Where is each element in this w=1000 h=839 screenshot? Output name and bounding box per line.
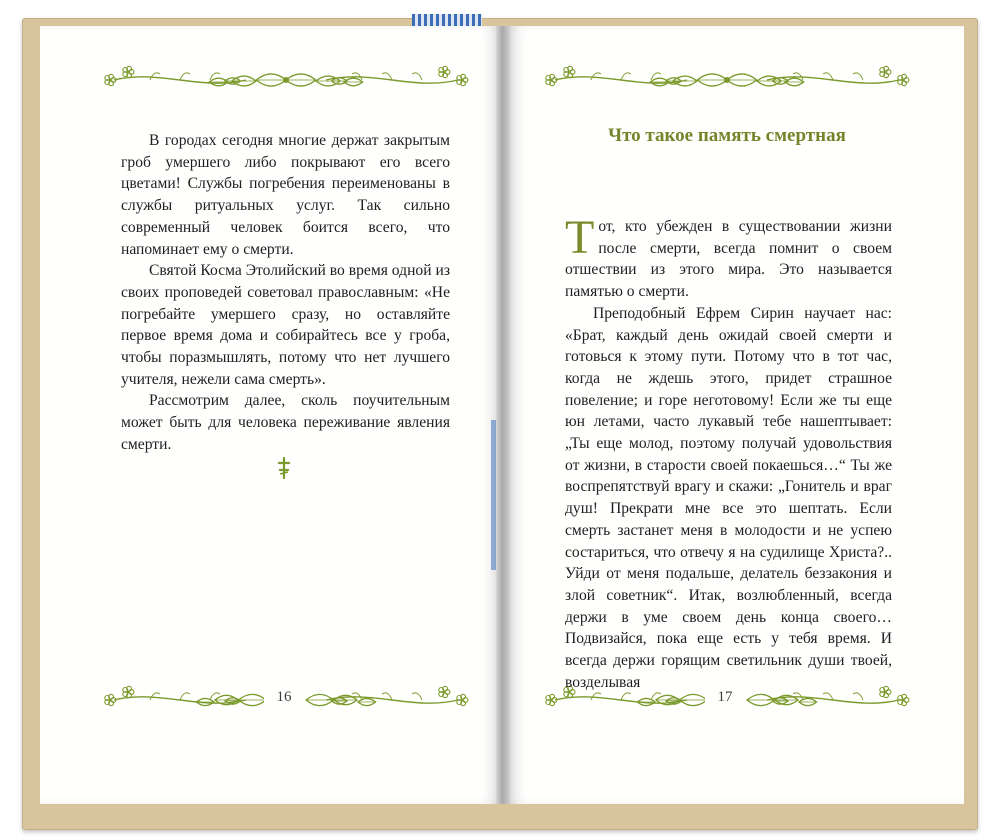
paragraph: Рассмотрим далее, сколь поучительным может быть для человека переживание явления смерти. — [121, 392, 450, 453]
blue-endpaper-edge — [491, 420, 496, 570]
page-number-right: 17 — [705, 689, 745, 706]
paragraph: Святой Косма Этолийский во время одной из своих проповедей советовал православным: «Не погребайте умершего сразу, но оставляйте первое время дома и собирайтесь все у гроба, чтобы поразмышлять, потому что нет лучшего учителя, нежели сама смерть». — [121, 262, 450, 388]
cross-icon — [276, 457, 292, 479]
paragraph: В городах сегодня многие держат закрытым гроб умершего либо покрывают его всего цветами! Службы погребения переименованы в службы ритуальных услуг. Так сильно современный человек боится всего, что напоминает ему о смерти. — [121, 132, 450, 258]
left-page-text — [121, 130, 450, 456]
right-page-text — [565, 211, 892, 693]
vine-ornament-icon — [541, 65, 913, 95]
chapter-title: Что такое память смертная — [608, 125, 846, 146]
page-number-left: 16 — [264, 689, 304, 706]
paragraph: Преподобный Ефрем Сирин научает нас: «Брат, каждый день ожидай своей смерти и готовься к этому пути. Потому что в тот час, когда не ждешь этого, придет страшное повеление; и горе неготовому! Если же ты еще юн летами, часто лукавый тебе нашептывает: „Ты еще молод, поэтому получай удовольствия от жизни, в старости своей покаешься…“ Ты же воспрепятствуй врагу и скажи: „Гонитель и враг душ! Прекрати мне все это шептать. Если смерть застанет меня в молодости и не успею состариться, что отвечу я на судилище Христа?.. Уйди от меня подальше, делатель беззакония и злой советник“. Итак, возлюбленный, всегда держи в уме своем день конца своего… Подвизайся, пока еще есть у тебя время. И всегда держи горящим светильник души твоей, возделывая — [565, 304, 892, 691]
book-gutter — [496, 26, 510, 804]
paragraph — [565, 211, 892, 303]
vine-ornament-icon — [100, 65, 472, 95]
drop-cap: Т — [565, 211, 595, 264]
paragraph-text: от, кто убежден в существовании жизни после смерти, всегда помнит о своем отшествии из этого мира. Это называется памятью о смерти. — [565, 218, 892, 301]
